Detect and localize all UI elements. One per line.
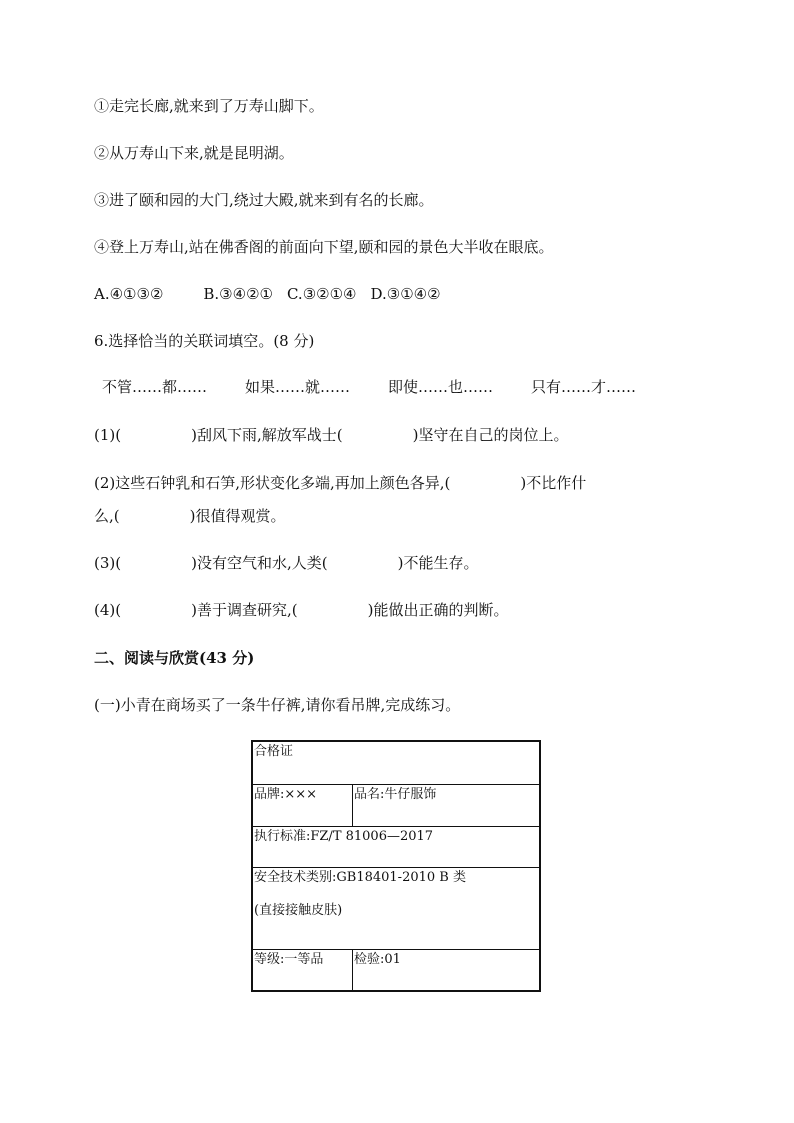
- option-d: D.③①④②: [370, 285, 441, 303]
- sentence-1: (1)( )刮风下雨,解放军战士( )坚守在自己的岗位上。: [94, 426, 569, 444]
- safety-cell: [253, 868, 539, 949]
- safety-category: 安全技术类别:GB18401-2010 B 类: [254, 870, 466, 885]
- inspection-cell: 检验:01: [354, 952, 401, 967]
- sentence-4: (4)( )善于调查研究,( )能做出正确的判断。: [94, 601, 509, 619]
- question-6-title: 6.选择恰当的关联词填空。(8 分): [94, 332, 315, 350]
- conjunction-4: 只有……才……: [531, 378, 637, 396]
- certificate-tag: [251, 740, 541, 992]
- sentence-3: (3)( )没有空气和水,人类( )不能生存。: [94, 554, 479, 572]
- grade-cell: 等级:一等品: [253, 950, 353, 990]
- certificate-title: 合格证: [254, 744, 294, 759]
- product-cell: 品名:牛仔服饰: [354, 787, 437, 802]
- order-item-3: ③进了颐和园的大门,绕过大殿,就来到有名的长廊。: [94, 191, 434, 209]
- brand-cell: 品牌:×××: [253, 785, 353, 826]
- conjunction-2: 如果……就……: [245, 378, 351, 396]
- safety-row: [253, 868, 539, 950]
- standard-row: [253, 827, 539, 868]
- conjunction-list: [102, 377, 636, 397]
- order-item-2: ②从万寿山下来,就是昆明湖。: [94, 144, 294, 162]
- option-c: C.③②①④: [286, 285, 357, 303]
- standard-cell: 执行标准:FZ/T 81006—2017: [254, 829, 434, 844]
- option-a: A.④①③②: [94, 285, 164, 303]
- safety-note: (直接接触皮肤): [254, 903, 343, 918]
- conjunction-3: 即使……也……: [388, 378, 494, 396]
- order-item-1: ①走完长廊,就来到了万寿山脚下。: [94, 97, 324, 115]
- sentence-2-line-1: (2)这些石钟乳和石笋,形状变化多端,再加上颜色各异,( )不比作什: [94, 474, 587, 492]
- order-options: [94, 284, 441, 304]
- section-2-title: 二、阅读与欣赏(43 分): [94, 649, 255, 667]
- conjunction-1: 不管……都……: [102, 378, 208, 396]
- brand-row: [253, 785, 539, 827]
- sentence-2-line-2: 么,( )很值得观赏。: [94, 507, 286, 525]
- certificate-title-row: [253, 742, 539, 785]
- order-item-4: ④登上万寿山,站在佛香阁的前面向下望,颐和园的景色大半收在眼底。: [94, 238, 554, 256]
- section-2-intro: (一)小青在商场买了一条牛仔裤,请你看吊牌,完成练习。: [94, 696, 461, 714]
- grade-row: [253, 950, 539, 990]
- option-b: B.③④②①: [203, 285, 273, 303]
